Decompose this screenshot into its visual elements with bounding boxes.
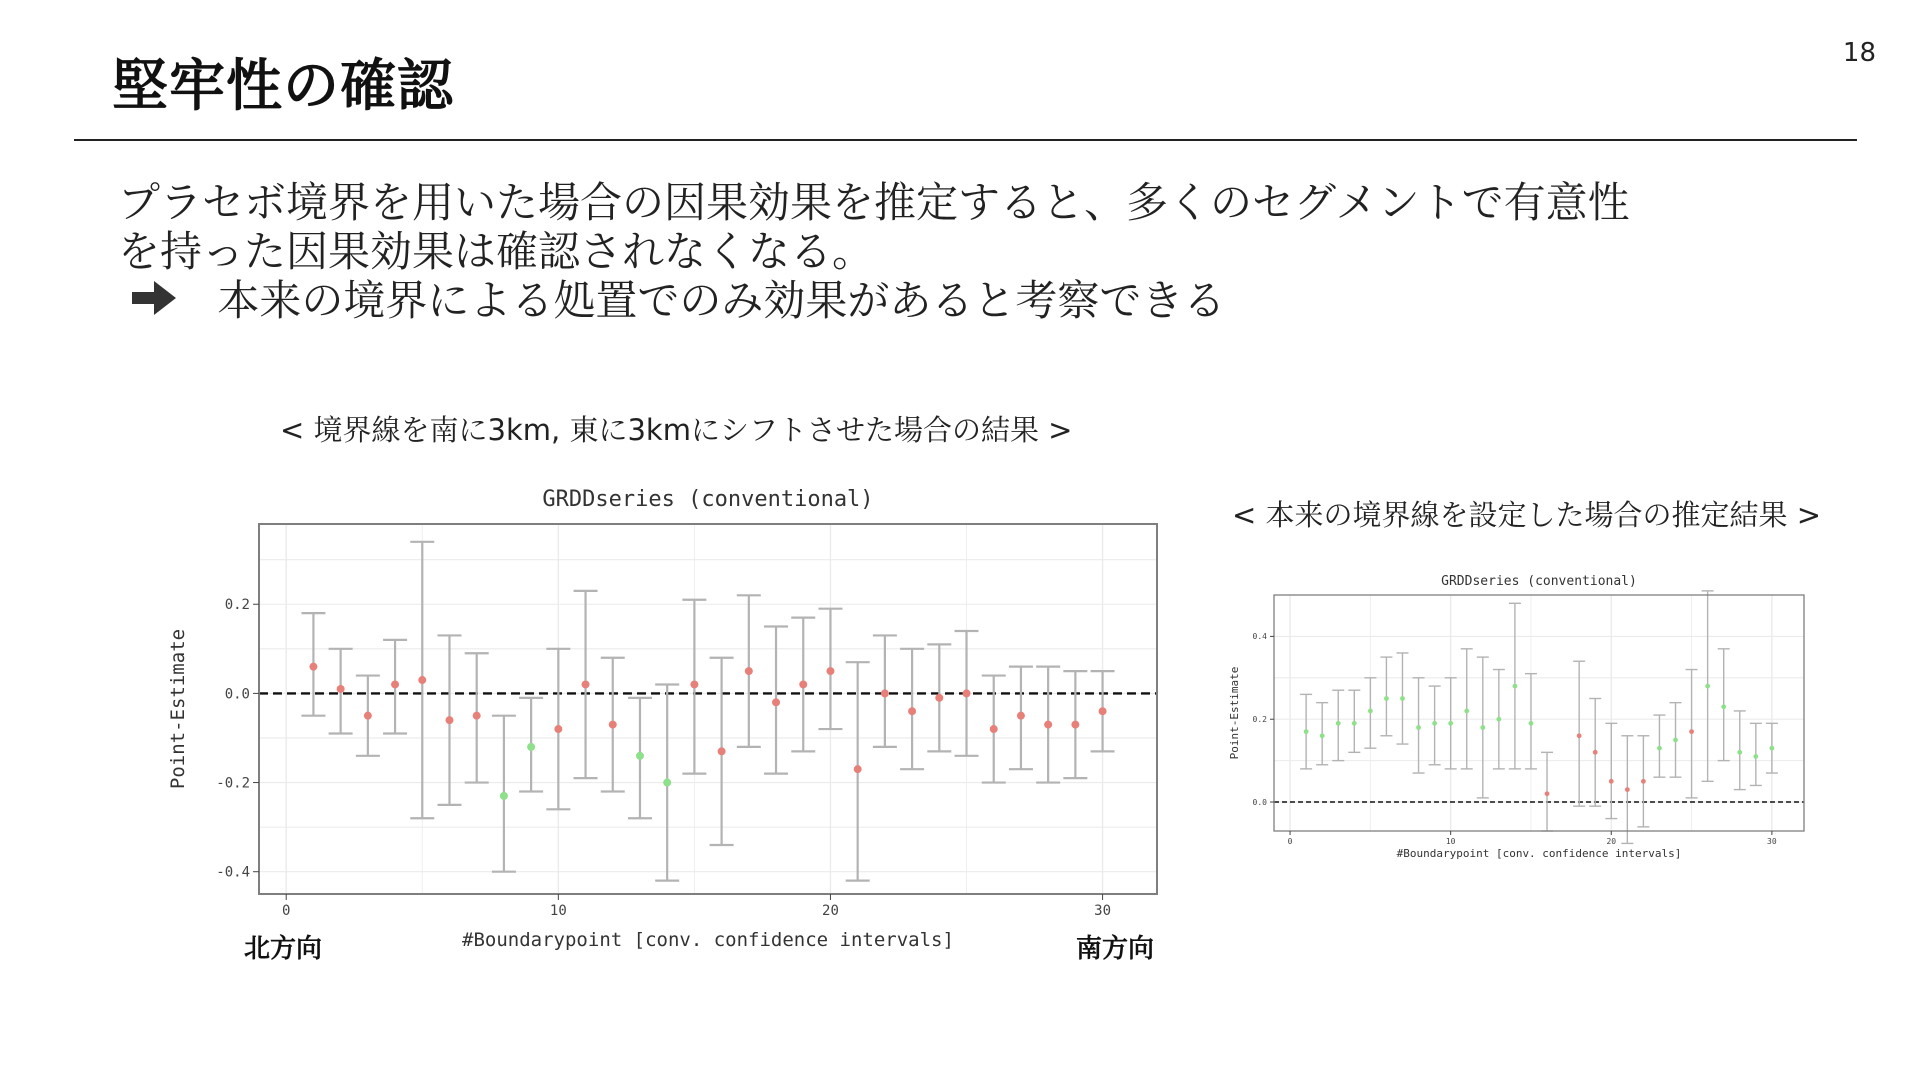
x-tick-label: 20 (822, 903, 839, 919)
point-estimate (745, 667, 753, 675)
point-estimate (772, 698, 780, 706)
point-estimate (1352, 721, 1357, 726)
point-estimate (1044, 721, 1052, 729)
point-estimate (1320, 733, 1325, 738)
point-estimate (1673, 738, 1678, 743)
point-estimate (663, 779, 671, 787)
point-estimate (1368, 709, 1373, 714)
point-estimate (636, 752, 644, 760)
point-estimate (826, 667, 834, 675)
point-estimate (1625, 787, 1630, 792)
title-divider (74, 139, 1857, 141)
right-arrow-icon (132, 281, 176, 315)
y-tick-label: 0.2 (1252, 715, 1267, 725)
point-estimate (1769, 746, 1774, 751)
point-estimate (881, 689, 889, 697)
conclusion-line (132, 276, 1818, 325)
shifted-boundary-chart (160, 480, 1180, 950)
point-estimate (473, 712, 481, 720)
y-axis-label: Point-Estimate (1228, 666, 1241, 760)
x-tick-label: 10 (549, 903, 567, 919)
point-estimate (990, 725, 998, 733)
x-axis-label: #Boundarypoint [conv. confidence intervals] (462, 929, 954, 951)
point-estimate (1384, 696, 1389, 701)
x-tick-label: 30 (1094, 903, 1112, 919)
point-estimate (1513, 684, 1518, 689)
caption-shifted-boundary: < 境界線を南に3km, 東に3kmにシフトさせた場合の結果 > (280, 413, 1073, 447)
x-tick-label: 10 (1445, 837, 1456, 846)
point-estimate (963, 689, 971, 697)
y-tick-label: 0.0 (1252, 797, 1267, 807)
point-estimate (1577, 733, 1582, 738)
point-estimate (1705, 684, 1710, 689)
point-estimate (609, 721, 617, 729)
point-estimate (1689, 729, 1694, 734)
north-direction-label: 北方向 (244, 934, 323, 964)
point-estimate (690, 680, 698, 688)
point-estimate (1017, 712, 1025, 720)
chart-title: GRDDseries (conventional) (542, 487, 874, 512)
point-estimate (418, 676, 426, 684)
point-estimate (1609, 779, 1614, 784)
caption-original-boundary: < 本来の境界線を設定した場合の推定結果 > (1232, 498, 1822, 532)
point-estimate (1657, 746, 1662, 751)
point-estimate (582, 680, 590, 688)
plot-panel (1274, 595, 1804, 831)
x-axis-label: #Boundarypoint [conv. confidence intervals] (1396, 847, 1682, 860)
point-estimate (1496, 717, 1501, 722)
south-direction-label: 南方向 (1076, 934, 1155, 964)
point-estimate (1545, 791, 1550, 796)
point-estimate (1721, 704, 1726, 709)
point-estimate (527, 743, 535, 751)
point-estimate (1737, 750, 1742, 755)
point-estimate (1336, 721, 1341, 726)
point-estimate (1593, 750, 1598, 755)
point-estimate (337, 685, 345, 693)
y-tick-label: -0.4 (216, 864, 250, 881)
point-estimate (908, 707, 916, 715)
body-text (118, 178, 1818, 325)
x-tick-label: 0 (1287, 837, 1293, 846)
x-tick-label: 0 (281, 903, 291, 919)
point-estimate (799, 680, 807, 688)
point-estimate (391, 680, 399, 688)
y-tick-label: 0.4 (1252, 632, 1267, 642)
point-estimate (445, 716, 453, 724)
point-estimate (554, 725, 562, 733)
conclusion-text: 本来の境界による処置でのみ効果があると考察できる (217, 276, 1226, 325)
point-estimate (500, 792, 508, 800)
point-estimate (1529, 721, 1534, 726)
slide-title: 堅牢性の確認 (112, 54, 454, 119)
point-estimate (935, 694, 943, 702)
plot-panel (259, 524, 1157, 894)
y-tick-label: 0.0 (224, 686, 250, 703)
chart-title: GRDDseries (conventional) (1441, 574, 1637, 589)
y-tick-label: 0.2 (224, 597, 250, 614)
point-estimate (1400, 696, 1405, 701)
y-tick-label: -0.2 (216, 775, 250, 792)
page-number: 18 (1842, 38, 1876, 68)
point-estimate (1753, 754, 1758, 759)
point-estimate (1641, 779, 1646, 784)
point-estimate (1448, 721, 1453, 726)
original-boundary-chart (1230, 565, 1830, 865)
y-axis-label: Point-Estimate (167, 628, 189, 790)
point-estimate (364, 712, 372, 720)
point-estimate (1304, 729, 1309, 734)
point-estimate (1480, 725, 1485, 730)
body-line-1: プラセボ境界を用いた場合の因果効果を推定すると、多くのセグメントで有意性 (118, 178, 1630, 227)
point-estimate (718, 747, 726, 755)
x-tick-label: 30 (1767, 837, 1777, 846)
x-tick-label: 20 (1606, 837, 1617, 846)
point-estimate (1071, 721, 1079, 729)
point-estimate (309, 663, 317, 671)
point-estimate (1432, 721, 1437, 726)
body-line-2: を持った因果効果は確認されなくなる。 (118, 227, 875, 276)
point-estimate (854, 765, 862, 773)
point-estimate (1416, 725, 1421, 730)
point-estimate (1464, 709, 1469, 714)
point-estimate (1099, 707, 1107, 715)
